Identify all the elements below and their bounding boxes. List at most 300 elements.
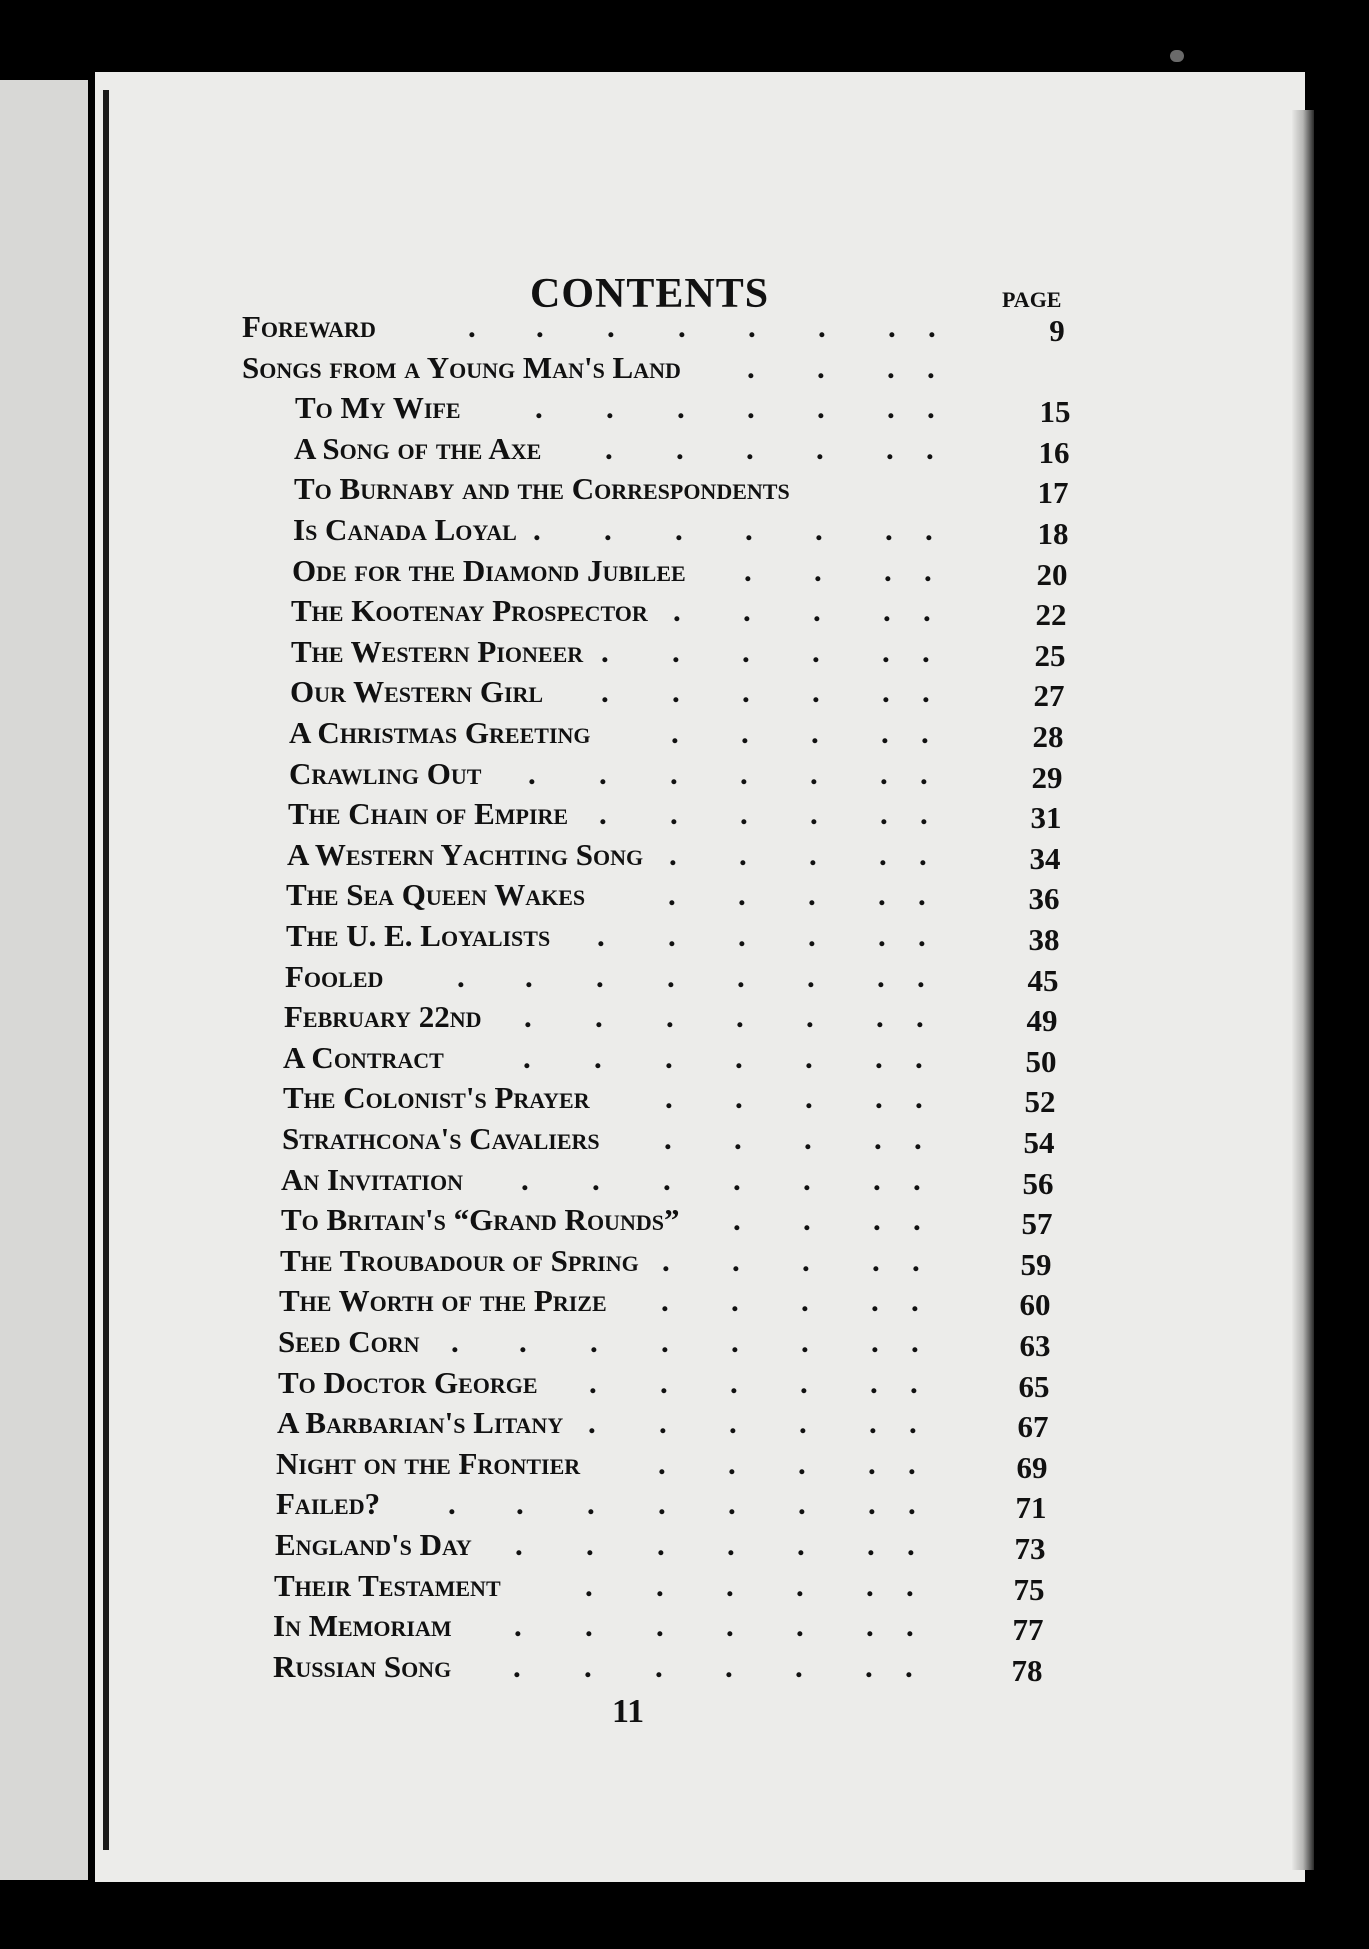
leader-dot: . <box>909 1405 917 1440</box>
leader-dot: . <box>914 1121 922 1156</box>
leader-dot: . <box>736 999 744 1034</box>
toc-entry <box>0 713 1369 753</box>
leader-dot: . <box>801 1283 809 1318</box>
leader-dot: . <box>813 593 821 628</box>
leader-dot: . <box>658 1446 666 1481</box>
leader-dot: . <box>812 674 820 709</box>
leader-dot: . <box>536 309 544 344</box>
leader-dot: . <box>871 1283 879 1318</box>
toc-entry <box>0 388 1369 428</box>
leader-dot: . <box>906 1608 914 1643</box>
leader-dot: . <box>521 1162 529 1197</box>
toc-entry-title: Ode for the Diamond Jubilee <box>292 553 686 588</box>
toc-entry-page: 36 <box>1028 881 1060 916</box>
leader-dot: . <box>868 1446 876 1481</box>
leader-dot: . <box>601 634 609 669</box>
leader-dot: . <box>923 593 931 628</box>
leader-dot: . <box>800 1365 808 1400</box>
leader-dot: . <box>802 1243 810 1278</box>
leader-dot: . <box>928 309 936 344</box>
leader-dot: . <box>875 1040 883 1075</box>
leader-dot: . <box>882 634 890 669</box>
toc-entry-title: The Western Pioneer <box>291 634 584 669</box>
leader-dot: . <box>524 999 532 1034</box>
leader-dot: . <box>906 1568 914 1603</box>
leader-dot: . <box>599 756 607 791</box>
leader-dot: . <box>913 1162 921 1197</box>
toc-entry <box>0 1200 1369 1240</box>
toc-entry-title: A Contract <box>283 1040 444 1075</box>
leader-dot: . <box>815 512 823 547</box>
leader-dot: . <box>865 1649 873 1684</box>
leader-dot: . <box>671 715 679 750</box>
leader-dot: . <box>726 1568 734 1603</box>
leader-dot: . <box>525 959 533 994</box>
leader-dot: . <box>809 837 817 872</box>
leader-dot: . <box>601 674 609 709</box>
toc-entry-page: 17 <box>1037 475 1069 510</box>
leader-dot: . <box>670 796 678 831</box>
leader-dot: . <box>810 796 818 831</box>
toc-entry-title: The Kootenay Prospector <box>291 593 648 628</box>
leader-dot: . <box>729 1405 737 1440</box>
leader-dot: . <box>659 1405 667 1440</box>
leader-dot: . <box>731 1283 739 1318</box>
leader-dot: . <box>519 1324 527 1359</box>
toc-entry <box>0 469 1369 509</box>
leader-dot: . <box>585 1568 593 1603</box>
leader-dot: . <box>658 1486 666 1521</box>
leader-dot: . <box>588 1405 596 1440</box>
leader-dot: . <box>879 837 887 872</box>
toc-entry-page: 78 <box>1011 1653 1043 1688</box>
toc-entry-title: The Sea Queen Wakes <box>286 877 586 912</box>
leader-dot: . <box>922 634 930 669</box>
leader-dot: . <box>604 512 612 547</box>
leader-dot: . <box>657 1527 665 1562</box>
toc-entry-page: 56 <box>1022 1166 1054 1201</box>
toc-entry-page: 59 <box>1020 1247 1052 1282</box>
toc-entry-page: 15 <box>1039 394 1071 429</box>
leader-dot: . <box>806 999 814 1034</box>
toc-entry-title: To My Wife <box>295 390 461 425</box>
toc-entry-page: 77 <box>1012 1612 1044 1647</box>
toc-entry <box>0 957 1369 997</box>
toc-entry <box>0 1241 1369 1281</box>
leader-dot: . <box>746 431 754 466</box>
leader-dot: . <box>912 1243 920 1278</box>
toc-entry-title: A Barbarian's Litany <box>277 1405 564 1440</box>
leader-dot: . <box>515 1527 523 1562</box>
toc-entry-title: To Burnaby and the Correspondents <box>294 471 790 506</box>
leader-dot: . <box>584 1649 592 1684</box>
leader-dot: . <box>676 431 684 466</box>
toc-entry-page: 49 <box>1026 1003 1058 1038</box>
leader-dot: . <box>666 999 674 1034</box>
leader-dot: . <box>887 390 895 425</box>
leader-dot: . <box>742 634 750 669</box>
toc-entry <box>0 1322 1369 1362</box>
toc-entry-title: Their Testament <box>274 1568 501 1603</box>
leader-dot: . <box>805 1040 813 1075</box>
leader-dot: . <box>727 1527 735 1562</box>
toc-entry <box>0 307 1369 347</box>
leader-dot: . <box>886 431 894 466</box>
leader-dot: . <box>457 959 465 994</box>
toc-entry-page: 20 <box>1036 557 1068 592</box>
leader-dot: . <box>927 350 935 385</box>
toc-entry <box>0 1647 1369 1687</box>
leader-dot: . <box>922 674 930 709</box>
leader-dot: . <box>808 877 816 912</box>
toc-entry-title: Foreward <box>242 309 376 344</box>
leader-dot: . <box>811 715 819 750</box>
leader-dot: . <box>665 1080 673 1115</box>
toc-entry-page: 22 <box>1035 597 1067 632</box>
toc-entry-page: 54 <box>1023 1125 1055 1160</box>
leader-dot: . <box>908 1446 916 1481</box>
toc-entry <box>0 1363 1369 1403</box>
leader-dot: . <box>589 1365 597 1400</box>
toc-entry <box>0 1444 1369 1484</box>
leader-dot: . <box>812 634 820 669</box>
leader-dot: . <box>908 1486 916 1521</box>
leader-dot: . <box>881 715 889 750</box>
leader-dot: . <box>799 1405 807 1440</box>
leader-dot: . <box>907 1527 915 1562</box>
leader-dot: . <box>590 1324 598 1359</box>
leader-dot: . <box>606 390 614 425</box>
leader-dot: . <box>872 1243 880 1278</box>
leader-dot: . <box>814 553 822 588</box>
leader-dot: . <box>738 877 746 912</box>
leader-dot: . <box>587 1486 595 1521</box>
leader-dot: . <box>882 674 890 709</box>
toc-entry-title: To Britain's “Grand Rounds” <box>281 1202 680 1237</box>
leader-dot: . <box>468 309 476 344</box>
toc-entry-page: 28 <box>1032 719 1064 754</box>
toc-entry-page: 63 <box>1019 1328 1051 1363</box>
leader-dot: . <box>926 431 934 466</box>
toc-entry <box>0 632 1369 672</box>
leader-dot: . <box>920 756 928 791</box>
leader-dot: . <box>731 1324 739 1359</box>
toc-entry-title: The Chain of Empire <box>288 796 569 831</box>
leader-dot: . <box>675 512 683 547</box>
leader-dot: . <box>725 1649 733 1684</box>
leader-dot: . <box>887 350 895 385</box>
toc-entry-page: 38 <box>1028 922 1060 957</box>
toc-entry <box>0 348 1369 388</box>
leader-dot: . <box>905 1649 913 1684</box>
leader-dot: . <box>741 715 749 750</box>
leader-dot: . <box>664 1121 672 1156</box>
leader-dot: . <box>871 1324 879 1359</box>
leader-dot: . <box>798 1486 806 1521</box>
leader-dot: . <box>660 1365 668 1400</box>
toc-entry-page: 9 <box>1049 313 1065 348</box>
leader-dot: . <box>870 1365 878 1400</box>
toc-entry-page: 73 <box>1014 1531 1046 1566</box>
leader-dot: . <box>817 390 825 425</box>
toc-entry-page: 45 <box>1027 963 1059 998</box>
leader-dot: . <box>667 959 675 994</box>
toc-entry-title: A Western Yachting Song <box>287 837 644 872</box>
toc-entry-title: To Doctor George <box>278 1365 538 1400</box>
leader-dot: . <box>884 553 892 588</box>
leader-dot: . <box>677 390 685 425</box>
leader-dot: . <box>670 756 678 791</box>
leader-dot: . <box>913 1202 921 1237</box>
toc-entry-title: Our Western Girl <box>290 674 544 709</box>
leader-dot: . <box>514 1608 522 1643</box>
leader-dot: . <box>734 1121 742 1156</box>
toc-entry-title: The U. E. Loyalists <box>286 918 551 953</box>
leader-dot: . <box>595 999 603 1034</box>
toc-entry <box>0 997 1369 1037</box>
leader-dot: . <box>672 674 680 709</box>
toc-entry <box>0 551 1369 591</box>
leader-dot: . <box>523 1040 531 1075</box>
leader-dot: . <box>599 796 607 831</box>
leader-dot: . <box>673 593 681 628</box>
toc-entry <box>0 1038 1369 1078</box>
toc-entry <box>0 672 1369 712</box>
toc-entry-page: 16 <box>1038 435 1070 470</box>
toc-entry-title: Crawling Out <box>289 756 482 791</box>
leader-dot: . <box>533 512 541 547</box>
toc-entry <box>0 510 1369 550</box>
toc-entry-page: 52 <box>1024 1084 1056 1119</box>
toc-entry-title: Songs from a Young Man's Land <box>242 350 681 385</box>
toc-entry <box>0 1078 1369 1118</box>
leader-dot: . <box>655 1649 663 1684</box>
leader-dot: . <box>678 309 686 344</box>
leader-dot: . <box>818 309 826 344</box>
leader-dot: . <box>916 999 924 1034</box>
leader-dot: . <box>740 796 748 831</box>
leader-dot: . <box>665 1040 673 1075</box>
leader-dot: . <box>888 309 896 344</box>
leader-dot: . <box>795 1649 803 1684</box>
leader-dot: . <box>803 1162 811 1197</box>
leader-dot: . <box>910 1365 918 1400</box>
leader-dot: . <box>728 1486 736 1521</box>
leader-dot: . <box>735 1080 743 1115</box>
leader-dot: . <box>878 918 886 953</box>
leader-dot: . <box>880 756 888 791</box>
leader-dot: . <box>661 1324 669 1359</box>
toc-entry-title: The Troubadour of Spring <box>280 1243 639 1278</box>
leader-dot: . <box>528 756 536 791</box>
toc-entry-page: 25 <box>1034 638 1066 673</box>
toc-entry-page: 29 <box>1031 760 1063 795</box>
leader-dot: . <box>796 1568 804 1603</box>
leader-dot: . <box>592 1162 600 1197</box>
leader-dot: . <box>911 1283 919 1318</box>
toc-entry-page: 27 <box>1033 678 1065 713</box>
leader-dot: . <box>873 1162 881 1197</box>
toc-entry-title: Fooled <box>285 959 384 994</box>
leader-dot: . <box>866 1608 874 1643</box>
leader-dot: . <box>728 1446 736 1481</box>
toc-entry-page: 34 <box>1029 841 1061 876</box>
toc-entry-title: Failed? <box>276 1486 381 1521</box>
leader-dot: . <box>801 1324 809 1359</box>
toc-entry-page: 65 <box>1018 1369 1050 1404</box>
leader-dot: . <box>875 1080 883 1115</box>
leader-dot: . <box>605 431 613 466</box>
leader-dot: . <box>810 756 818 791</box>
leader-dot: . <box>924 553 932 588</box>
toc-entry <box>0 1606 1369 1646</box>
leader-dot: . <box>925 512 933 547</box>
leader-dot: . <box>798 1446 806 1481</box>
toc-entry-title: A Song of the Axe <box>294 431 542 466</box>
leader-dot: . <box>921 715 929 750</box>
leader-dot: . <box>867 1527 875 1562</box>
leader-dot: . <box>451 1324 459 1359</box>
toc-entry <box>0 1484 1369 1524</box>
leader-dot: . <box>662 1243 670 1278</box>
leader-dot: . <box>726 1608 734 1643</box>
toc-entry-page: 75 <box>1013 1572 1045 1607</box>
leader-dot: . <box>607 309 615 344</box>
toc-entry <box>0 1525 1369 1565</box>
toc-entry-title: An Invitation <box>281 1162 463 1197</box>
leader-dot: . <box>873 1202 881 1237</box>
leader-dot: . <box>747 390 755 425</box>
leader-dot: . <box>745 512 753 547</box>
leader-dot: . <box>878 877 886 912</box>
leader-dot: . <box>516 1486 524 1521</box>
leader-dot: . <box>803 1202 811 1237</box>
toc-entry-title: Is Canada Loyal <box>293 512 517 547</box>
leader-dot: . <box>747 350 755 385</box>
leader-dot: . <box>918 877 926 912</box>
toc-entry-page: 31 <box>1030 800 1062 835</box>
toc-entry-page: 57 <box>1021 1206 1053 1241</box>
toc-entry <box>0 1403 1369 1443</box>
leader-dot: . <box>733 1162 741 1197</box>
leader-dot: . <box>733 1202 741 1237</box>
toc-entry-title: The Worth of the Prize <box>279 1283 607 1318</box>
leader-dot: . <box>656 1568 664 1603</box>
leader-dot: . <box>735 1040 743 1075</box>
leader-dot: . <box>807 959 815 994</box>
leader-dot: . <box>876 999 884 1034</box>
toc-entry-page: 18 <box>1037 516 1069 551</box>
toc-entry <box>0 1119 1369 1159</box>
toc-entry <box>0 835 1369 875</box>
leader-dot: . <box>730 1365 738 1400</box>
toc-entry-page: 71 <box>1015 1490 1047 1525</box>
leader-dot: . <box>808 918 816 953</box>
leader-dot: . <box>586 1527 594 1562</box>
toc-entry <box>0 916 1369 956</box>
leader-dot: . <box>668 877 676 912</box>
leader-dot: . <box>869 1405 877 1440</box>
toc-entry <box>0 875 1369 915</box>
leader-dot: . <box>661 1283 669 1318</box>
toc-entry-page: 50 <box>1025 1044 1057 1079</box>
leader-dot: . <box>739 837 747 872</box>
leader-dot: . <box>805 1080 813 1115</box>
leader-dot: . <box>737 959 745 994</box>
leader-dot: . <box>742 674 750 709</box>
toc-entry <box>0 754 1369 794</box>
toc-entry-page: 69 <box>1016 1450 1048 1485</box>
leader-dot: . <box>663 1162 671 1197</box>
leader-dot: . <box>919 837 927 872</box>
leader-dot: . <box>448 1486 456 1521</box>
leader-dot: . <box>738 918 746 953</box>
toc-entry-title: Russian Song <box>273 1649 452 1684</box>
toc-entry-title: Strathcona's Cavaliers <box>282 1121 600 1156</box>
leader-dot: . <box>732 1243 740 1278</box>
toc-entry-title: February 22nd <box>284 999 482 1034</box>
leader-dot: . <box>513 1649 521 1684</box>
leader-dot: . <box>874 1121 882 1156</box>
leader-dot: . <box>915 1080 923 1115</box>
toc-entry-title: In Memoriam <box>273 1608 452 1643</box>
leader-dot: . <box>866 1568 874 1603</box>
leader-dot: . <box>796 1608 804 1643</box>
toc-entry-title: A Christmas Greeting <box>289 715 591 750</box>
leader-dot: . <box>868 1486 876 1521</box>
leader-dot: . <box>669 837 677 872</box>
contents-title: CONTENTS <box>530 271 770 317</box>
leader-dot: . <box>744 553 752 588</box>
leader-dot: . <box>656 1608 664 1643</box>
leader-dot: . <box>597 918 605 953</box>
toc-entry-title: The Colonist's Prayer <box>283 1080 590 1115</box>
leader-dot: . <box>743 593 751 628</box>
leader-dot: . <box>748 309 756 344</box>
leader-dot: . <box>817 350 825 385</box>
leader-dot: . <box>918 918 926 953</box>
leader-dot: . <box>883 593 891 628</box>
page-number: 11 <box>612 1693 645 1730</box>
leader-dot: . <box>668 918 676 953</box>
toc-entry <box>0 1281 1369 1321</box>
leader-dot: . <box>877 959 885 994</box>
toc-entry <box>0 794 1369 834</box>
leader-dot: . <box>535 390 543 425</box>
leader-dot: . <box>927 390 935 425</box>
leader-dot: . <box>594 1040 602 1075</box>
leader-dot: . <box>911 1324 919 1359</box>
toc-entry <box>0 591 1369 631</box>
leader-dot: . <box>920 796 928 831</box>
leader-dot: . <box>804 1121 812 1156</box>
toc-entry-title: England's Day <box>275 1527 472 1562</box>
toc-entry-title: Seed Corn <box>278 1324 420 1359</box>
leader-dot: . <box>885 512 893 547</box>
leader-dot: . <box>917 959 925 994</box>
toc-entry <box>0 1566 1369 1606</box>
leader-dot: . <box>816 431 824 466</box>
toc-entry <box>0 1160 1369 1200</box>
leader-dot: . <box>797 1527 805 1562</box>
toc-entry-title: Night on the Frontier <box>276 1446 581 1481</box>
leader-dot: . <box>585 1608 593 1643</box>
leader-dot: . <box>915 1040 923 1075</box>
leader-dot: . <box>880 796 888 831</box>
leader-dot: . <box>740 756 748 791</box>
toc-entry-page: 60 <box>1019 1287 1051 1322</box>
toc-entry <box>0 429 1369 469</box>
